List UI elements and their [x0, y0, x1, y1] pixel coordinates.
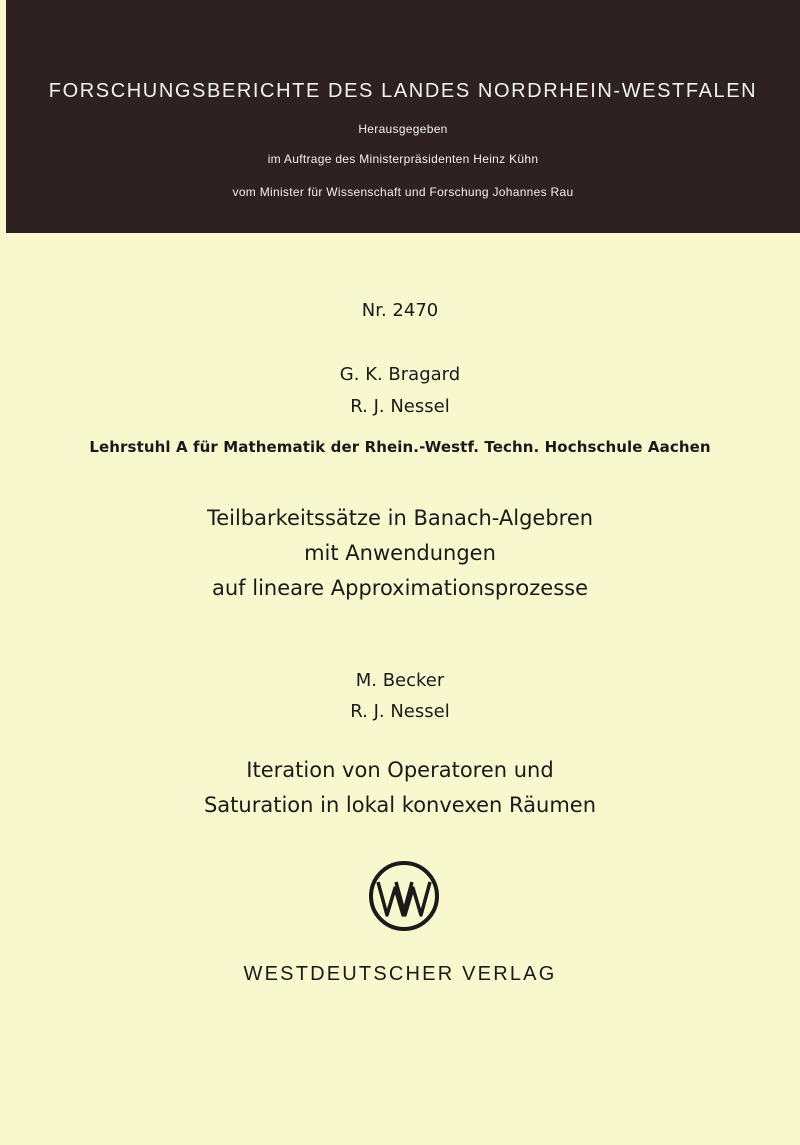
series-title: FORSCHUNGSBERICHTE DES LANDES NORDRHEIN-WESTFALEN [48, 80, 758, 102]
editor-line-2: im Auftrage des Ministerpräsidenten Heinz Kühn [267, 152, 539, 166]
title-2-line-1: Iteration von Operatoren und [246, 758, 554, 782]
westdeutscher-verlag-logo-icon [368, 860, 440, 932]
editor-line-3: vom Minister für Wissenschaft und Forschung Johannes Rau [232, 185, 574, 199]
author-1: G. K. Bragard [339, 364, 461, 385]
author-2: R. J. Nessel [350, 396, 450, 417]
title-1-line-3: auf lineare Approximationsprozesse [211, 576, 589, 600]
institute: Lehrstuhl A für Mathematik der Rhein.-Westf. Techn. Hochschule Aachen [89, 438, 711, 456]
series-header [6, 0, 800, 233]
title-1-line-2: mit Anwendungen [304, 541, 496, 565]
title-2-line-2: Saturation in lokal konvexen Räumen [203, 793, 597, 817]
report-number: Nr. 2470 [361, 300, 439, 321]
title-1-line-1: Teilbarkeitssätze in Banach-Algebren [206, 506, 594, 530]
editor-line-1: Herausgegeben [358, 122, 448, 136]
publisher: WESTDEUTSCHER VERLAG [243, 963, 557, 985]
author-4: R. J. Nessel [350, 701, 450, 722]
author-3: M. Becker [355, 670, 445, 691]
